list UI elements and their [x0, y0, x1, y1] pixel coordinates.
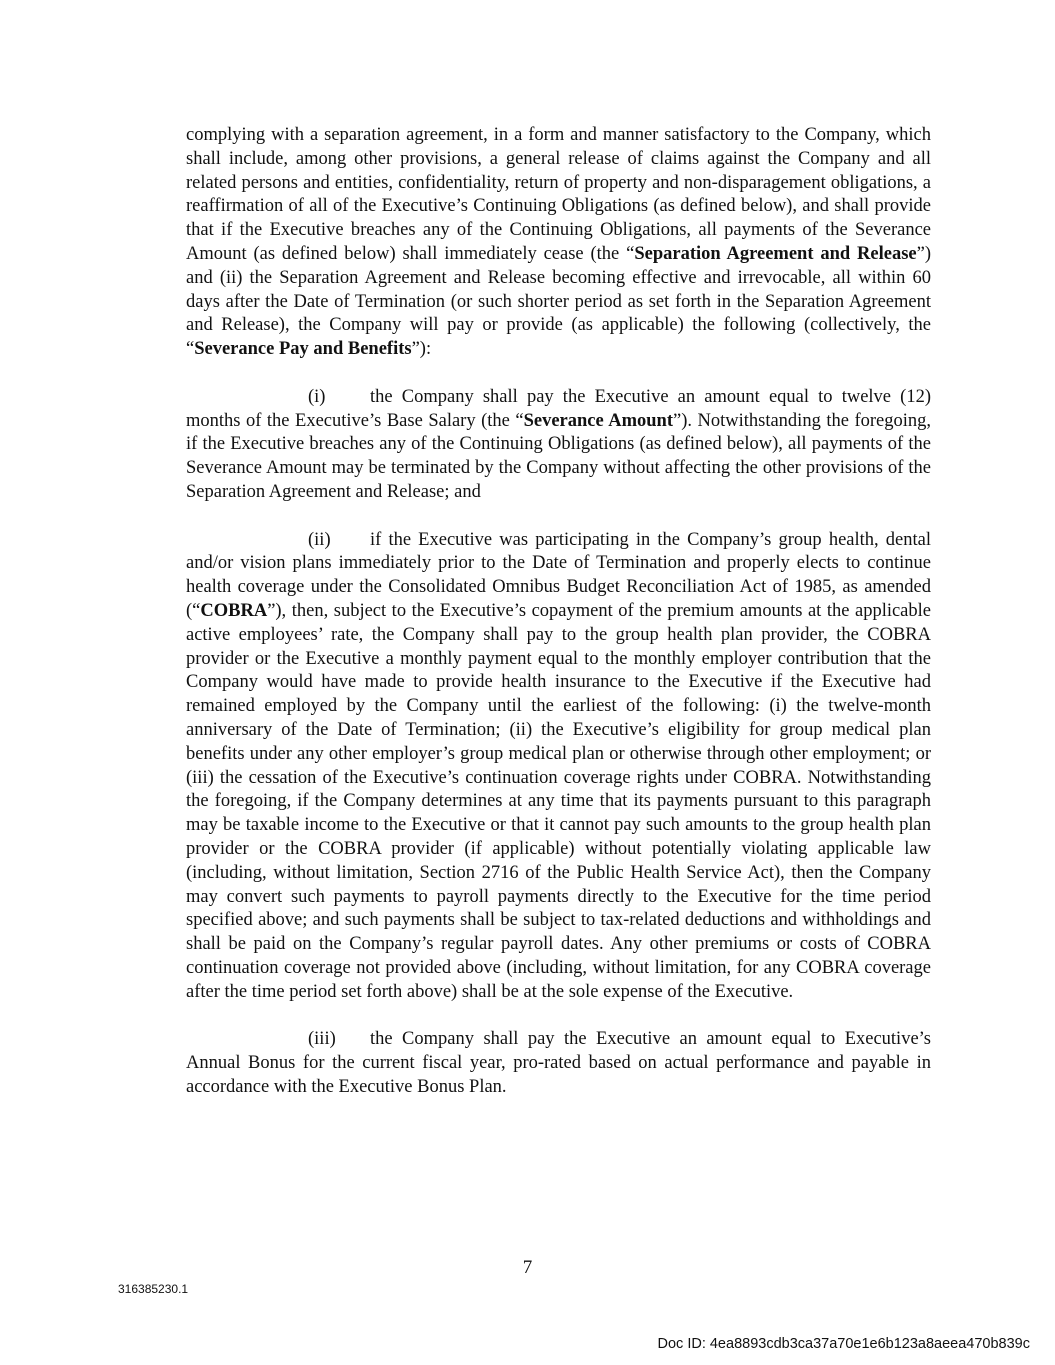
defined-term-severance-amount: Severance Amount: [523, 410, 673, 431]
item-ii-text-part2: ”), then, subject to the Executive’s copayment of the premium amounts at the applicable active employees’ rate, the Company shall pay to the group health plan provider, the COBRA provider or the Executive a monthly payment equal to the monthly employer contribution that the Company would have made to provide health insurance to the Executive if the Executive had remained employed by the Company until the earliest of the following: (i) the twelve-month anniversary of the Date of Termination; (ii) the Executive’s eligibility for group medical plan benefits under any other employer’s group medical plan or otherwise through other employment; or (iii) the cessation of the Executive’s continuation coverage rights under COBRA. Notwithstanding the foregoing, if the Company determines at any time that its payments pursuant to this paragraph may be taxable income to the Executive or that it cannot pay such amounts to the group health plan provider or the COBRA provider (if applicable) without potentially violating applicable law (including, without limitation, Section 2716 of the Public Health Service Act), then the Company may convert such payments to payroll payments directly to the Executive for the time period specified above; and such payments shall be subject to tax-related deductions and withholdings and shall be paid on the Company’s regular payroll dates. Any other premiums or costs of COBRA continuation coverage not provided above (including, without limitation, for any COBRA coverage after the time period set forth above) shall be at the sole expense of the Executive.: [186, 600, 931, 1002]
item-ii-paragraph: [186, 529, 931, 1005]
item-iii-enumerator: (iii): [308, 1029, 336, 1050]
document-code: 316385230.1: [118, 1282, 189, 1296]
item-i-paragraph: [186, 386, 931, 505]
intro-text-part1: complying with a separation agreement, in a form and manner satisfactory to the Company, which shall include, among other provisions, a general release of claims against the Company and all related persons and entities, confidentiality, return of property and non-disparagement obligations, a reaffirmation of all of the Executive’s Continuing Obligations (as defined below), and shall provide that if the Executive breaches any of the Continuing Obligations, all payments of the Severance Amount (as defined below) shall immediately cease (the “: [186, 125, 931, 264]
intro-text-part2: ”) and (ii) the Separation Agreement and Release becoming effective and irrevocable, all within 60 days after the Date of Termination (or such shorter period as set forth in the Separation Agreement and Release), the Company will pay or provide (as applicable) the following (collectively, the “: [186, 243, 931, 360]
item-ii-text-part1: if the Executive was participating in the Company’s group health, dental and/or vision plans immediately prior to the Date of Termination and properly elects to continue health coverage under the Consolidated Omnibus Budget Reconciliation Act of 1985, as amended (“: [186, 529, 931, 621]
item-iii-text: the Company shall pay the Executive an amount equal to Executive’s Annual Bonus for the current fiscal year, pro-rated based on actual performance and payable in accordance with the Executive Bonus Plan.: [186, 1029, 931, 1097]
defined-term-severance-pay: Severance Pay and Benefits: [194, 339, 412, 360]
document-id: Doc ID: 4ea8893cdb3ca37a70e1e6b123a8aeea470b839c: [657, 1336, 1030, 1352]
intro-text-part3: ”):: [411, 339, 432, 360]
item-i-text-part1: the Company shall pay the Executive an amount equal to twelve (12) months of the Executive’s Base Salary (the “: [186, 386, 931, 431]
document-body: [186, 124, 931, 1123]
item-i-text-part2: ”). Notwithstanding the foregoing, if the Executive breaches any of the Continuing Obligations (as defined below), all payments of the Severance Amount may be terminated by the Company without affecting the other provisions of the Separation Agreement and Release; and: [186, 410, 931, 502]
page-number: 7: [522, 1257, 533, 1278]
defined-term-cobra: COBRA: [200, 600, 268, 621]
intro-paragraph: [186, 124, 931, 362]
item-i-enumerator: (i): [308, 386, 326, 407]
item-ii-enumerator: (ii): [308, 529, 331, 550]
item-iii-paragraph: [186, 1028, 931, 1099]
defined-term-separation-agreement: Separation Agreement and Release: [634, 243, 917, 264]
